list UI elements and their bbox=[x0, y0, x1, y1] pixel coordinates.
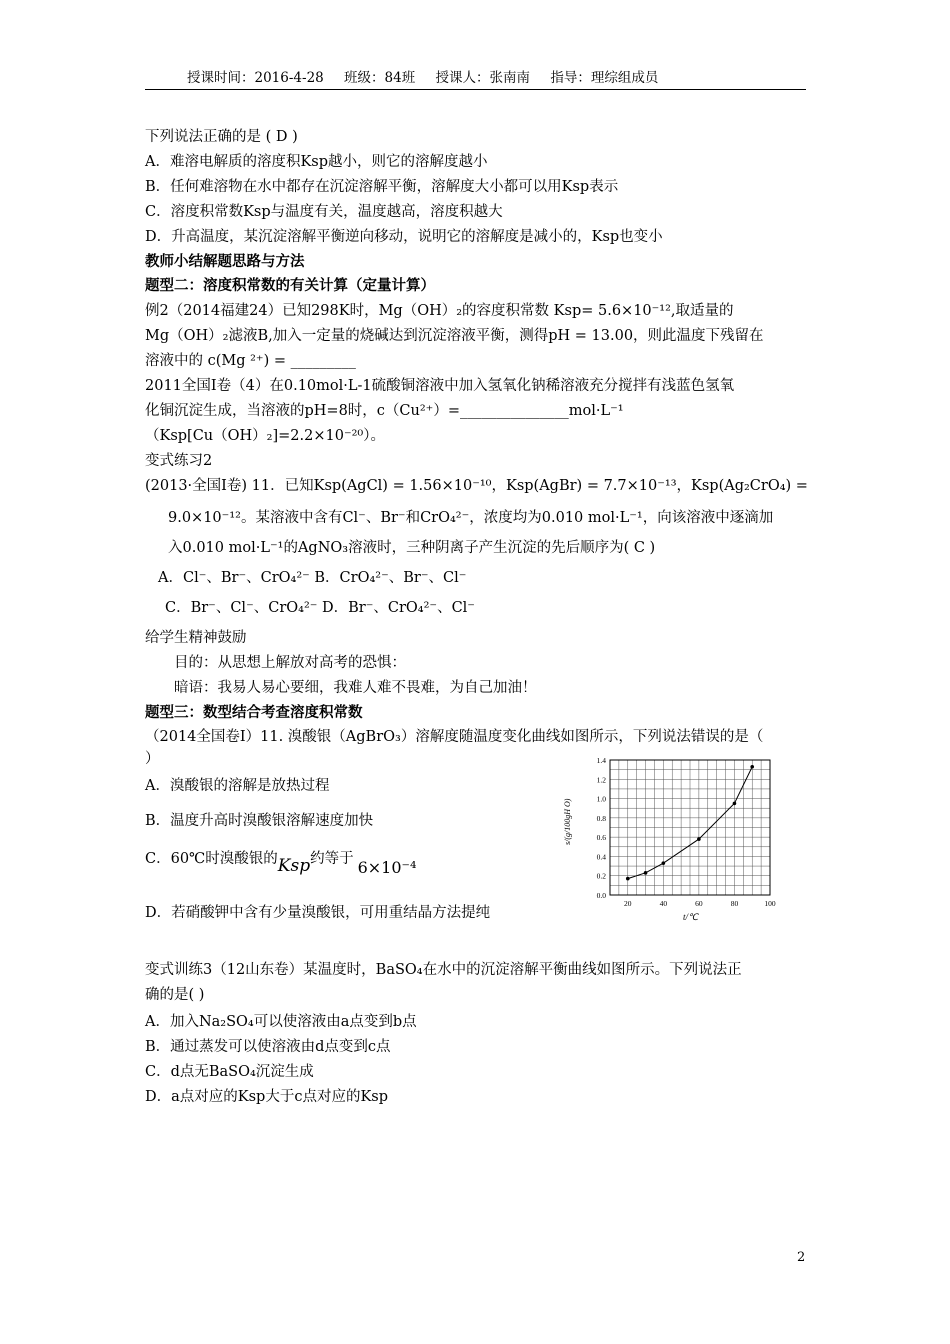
variant2-options-ab: A．Cl⁻、Br⁻、CrO₄²⁻ B．CrO₄²⁻、Br⁻、Cl⁻ bbox=[158, 570, 467, 586]
data-point bbox=[626, 877, 630, 881]
y-tick-label: 1.2 bbox=[596, 775, 606, 785]
q1-option-a: A．难溶电解质的溶度积Ksp越小，则它的溶解度越小 bbox=[145, 154, 488, 170]
variant2-line2: 9.0×10⁻¹²。某溶液中含有Cl⁻、Br⁻和CrO₄²⁻，浓度均为0.010 mol·L⁻¹，向该溶液中逐滴加 bbox=[168, 510, 774, 526]
y-tick-label: 1.4 bbox=[596, 756, 606, 765]
data-point bbox=[750, 765, 754, 769]
x-tick-label: 20 bbox=[624, 899, 632, 908]
data-point bbox=[733, 802, 737, 806]
x-tick-label: 60 bbox=[695, 899, 703, 908]
ksp-symbol: Ksp bbox=[277, 856, 311, 876]
q1-option-d: D．升高温度，某沉淀溶解平衡逆向移动，说明它的溶解度是减小的，Ksp也变小 bbox=[145, 229, 663, 245]
type3-heading: 题型三：数型结合考查溶度积常数 bbox=[145, 704, 363, 721]
chart-x-label: t/℃ bbox=[683, 912, 699, 922]
type2-heading: 题型二：溶度积常数的有关计算（定量计算） bbox=[145, 277, 435, 294]
y-tick-label: 0.4 bbox=[596, 852, 606, 862]
variant2-line1: (2013·全国Ⅰ卷) 11．已知Ksp(AgCl) = 1.56×10⁻¹⁰，Ksp(AgBr) = 7.7×10⁻¹³，Ksp(Ag₂CrO₄) = bbox=[145, 478, 808, 494]
q2014-option-d: D．若硝酸钾中含有少量溴酸银，可用重结晶方法提纯 bbox=[145, 905, 491, 921]
q2014-option-c-tail: 约等于 bbox=[310, 851, 354, 867]
q1-stem: 下列说法正确的是 ( D ) bbox=[145, 129, 298, 145]
q2014-option-a: A．溴酸银的溶解是放热过程 bbox=[145, 778, 330, 794]
q1-option-c: C．溶度积常数Ksp与温度有关，温度越高，溶度积越大 bbox=[145, 204, 503, 220]
q2011-line3: （Ksp[Cu（OH）₂]=2.2×10⁻²⁰）。 bbox=[145, 428, 385, 444]
x-tick-label: 80 bbox=[730, 899, 739, 908]
header-class: 班级：84班 bbox=[344, 70, 416, 86]
header-time: 授课时间：2016-4-28 bbox=[187, 70, 324, 86]
header-teacher: 授课人：张南南 bbox=[435, 70, 531, 86]
data-point bbox=[644, 871, 648, 875]
variant3-option-a: A．加入Na₂SO₄可以使溶液由a点变到b点 bbox=[145, 1014, 417, 1030]
solubility-chart bbox=[563, 752, 776, 922]
example2-line2: Mg（OH）₂滤液B,加入一定量的烧碱达到沉淀溶液平衡，测得pH = 13.00，则此温度下残留在 bbox=[145, 328, 764, 344]
variant2-line3: 入0.010 mol·L⁻¹的AgNO₃溶液时，三种阴离子产生沉淀的先后顺序为( C ) bbox=[168, 540, 656, 556]
chart-y-label: s/(g/100gH O) bbox=[563, 798, 572, 845]
q2014-line1: （2014全国卷Ⅰ）11. 溴酸银（AgBrO₃）溶解度随温度变化曲线如图所示，下列说法错误的是（ bbox=[145, 729, 764, 745]
example2-line1: 例2（2014福建24）已知298K时，Mg（OH）₂的容度积常数 Ksp= 5.6×10⁻¹²,取适量的 bbox=[145, 303, 734, 319]
x-tick-label: 40 bbox=[659, 899, 668, 908]
variant2-title: 变式练习2 bbox=[145, 453, 213, 469]
data-point bbox=[697, 837, 701, 841]
page-header bbox=[145, 66, 806, 90]
q2011-line2: 化铜沉淀生成，当溶液的pH=8时，c（Cu²⁺）=_______________mol·L⁻¹ bbox=[145, 403, 624, 419]
example2-line3: 溶液中的 c(Mg ²⁺) = _________ bbox=[145, 353, 356, 369]
y-tick-label: 0.8 bbox=[596, 813, 606, 823]
q2011-line1: 2011全国Ⅰ卷（4）在0.10mol·L-1硫酸铜溶液中加入氢氧化钠稀溶液充分搅拌有浅蓝色氢氧 bbox=[145, 378, 735, 394]
y-tick-label: 0.6 bbox=[596, 833, 606, 843]
q2014-option-b: B．温度升高时溴酸银溶解速度加快 bbox=[145, 813, 374, 829]
x-tick-label: 100 bbox=[764, 899, 776, 908]
variant3-option-c: C．d点无BaSO₄沉淀生成 bbox=[145, 1064, 314, 1080]
ksp-value: 6×10⁻⁴ bbox=[357, 858, 417, 877]
y-tick-label: 0.0 bbox=[596, 891, 606, 900]
y-tick-label: 1.0 bbox=[596, 794, 606, 804]
encourage-motto: 暗语：我易人易心要细，我难人难不畏难，为自己加油！ bbox=[174, 680, 537, 696]
q2014-line2: ） bbox=[145, 751, 160, 767]
y-tick-label: 0.2 bbox=[596, 871, 606, 881]
page-number: 2 bbox=[797, 1250, 806, 1265]
q2014-option-c bbox=[145, 848, 417, 877]
teacher-summary-heading: 教师小结解题思路与方法 bbox=[145, 253, 305, 270]
variant2-options-cd: C．Br⁻、Cl⁻、CrO₄²⁻ D．Br⁻、CrO₄²⁻、Cl⁻ bbox=[165, 600, 475, 616]
q1-option-b: B．任何难溶物在水中都存在沉淀溶解平衡，溶解度大小都可以用Ksp表示 bbox=[145, 179, 619, 195]
encourage-goal: 目的：从思想上解放对高考的恐惧： bbox=[174, 655, 406, 671]
variant3-option-d: D．a点对应的Ksp大于c点对应的Ksp bbox=[145, 1089, 389, 1105]
variant3-line1: 变式训练3（12山东卷）某温度时，BaSO₄在水中的沉淀溶解平衡曲线如图所示。下列说法正 bbox=[145, 962, 742, 978]
q2014-option-c-text: C．60℃时溴酸银的 bbox=[145, 851, 278, 867]
data-point bbox=[662, 861, 666, 865]
variant3-option-b: B．通过蒸发可以使溶液由d点变到c点 bbox=[145, 1039, 391, 1055]
encourage-title: 给学生精神鼓励 bbox=[145, 630, 247, 646]
header-guide: 指导：理综组成员 bbox=[550, 70, 659, 86]
variant3-line2: 确的是( ) bbox=[145, 987, 205, 1003]
